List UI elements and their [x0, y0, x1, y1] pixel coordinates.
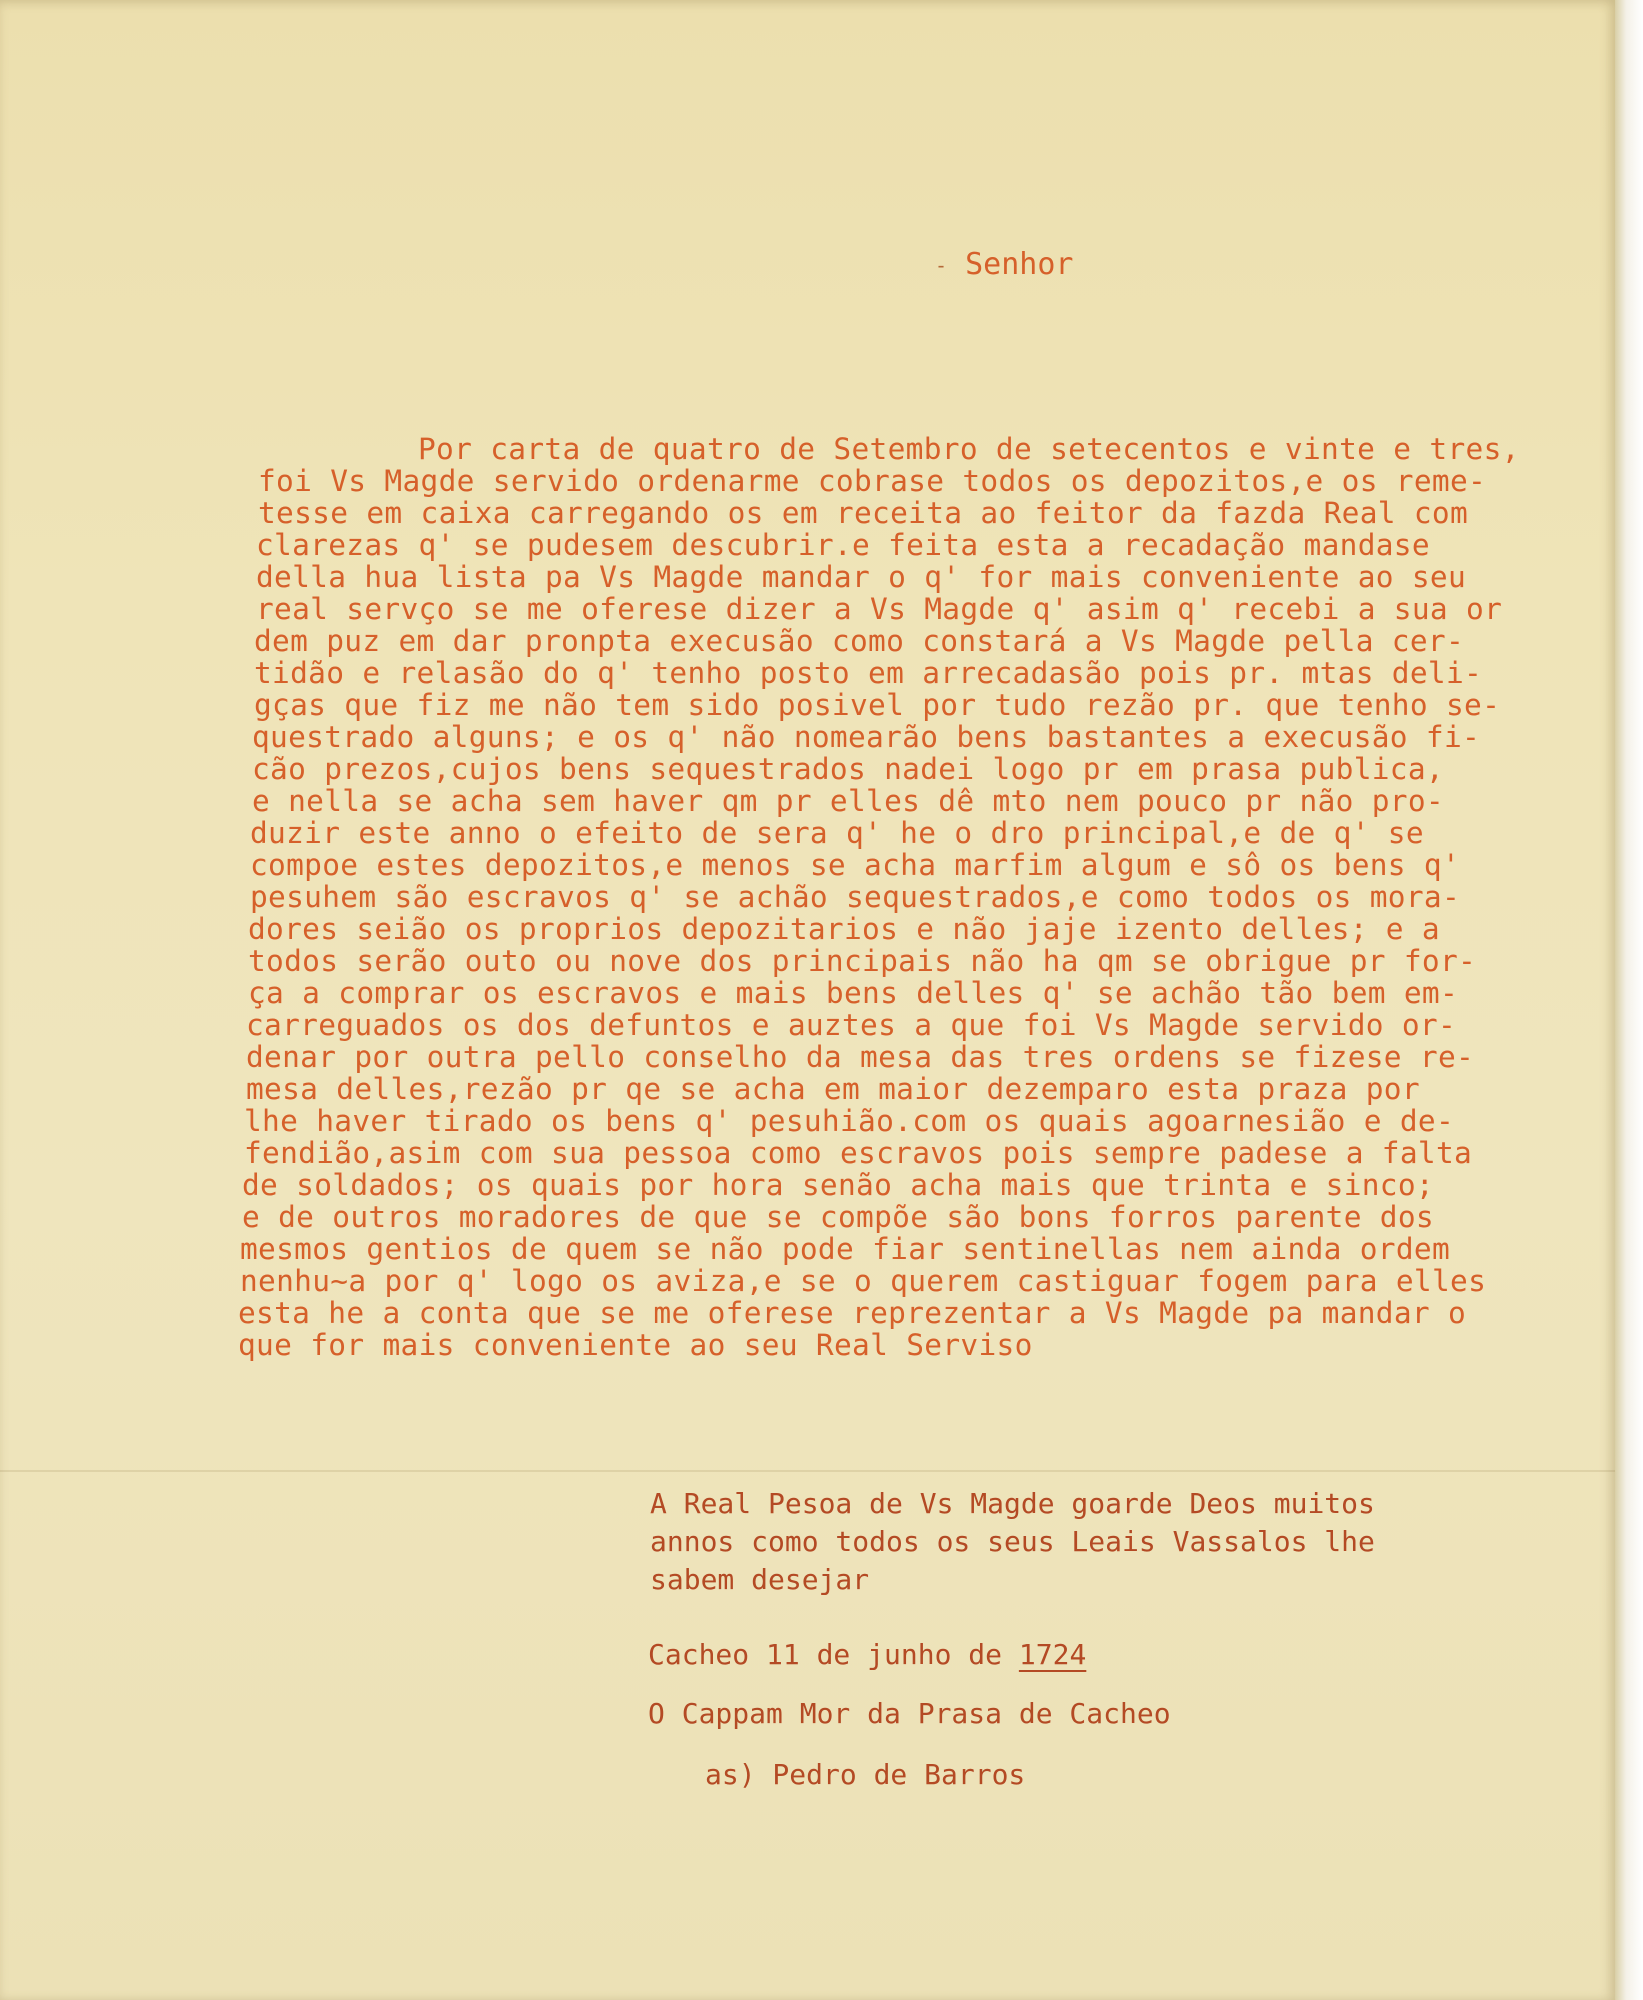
body-line: compoe estes depozitos,e menos se acha marfim algum e sô os bens q': [250, 848, 1461, 882]
body-line: ça a comprar os escravos e mais bens delles q' se achão tão bem em-: [248, 976, 1459, 1010]
closing-blessing-line: A Real Pesoa de Vs Magde goarde Deos muitos: [650, 1487, 1375, 1520]
signature: as) Pedro de Barros: [705, 1758, 1026, 1791]
body-line: mesa delles,rezão pr qe se acha em maior dezemparo esta praza por: [246, 1072, 1420, 1106]
body-line: fendião,asim com sua pessoa como escravos pois sempre padese a falta: [244, 1136, 1473, 1170]
body-line: gças que fiz me não tem sido posivel por tudo rezão pr. que tenho se-: [254, 688, 1501, 722]
body-line: que for mais conveniente ao seu Real Serviso: [238, 1328, 1033, 1362]
body-line: pesuhem são escravos q' se achão sequestrados,e como todos os mora-: [250, 880, 1461, 914]
body-line: real servço se me oferese dizer a Vs Magde q' asim q' recebi a sua or: [256, 592, 1503, 626]
closing-blessing-line: sabem desejar: [650, 1563, 870, 1596]
salutation-text: Senhor: [965, 247, 1074, 282]
body-line: carreguados os dos defuntos e auztes a que foi Vs Magde servido or-: [246, 1008, 1457, 1042]
scan-edge: [1615, 0, 1643, 2000]
body-line: denar por outra pello conselho da mesa das tres ordens se fizese re-: [246, 1040, 1475, 1074]
body-line: Por carta de quatro de Setembro de setecentos e vinte e tres,: [418, 432, 1520, 466]
place-date-text: Cacheo 11 de junho de: [648, 1638, 1019, 1671]
body-line: foi Vs Magde servido ordenarme cobrase todos os depozitos,e os reme-: [258, 464, 1487, 498]
body-line: duzir este anno o efeito de sera q' he o dro principal,e de q' se: [250, 816, 1424, 850]
body-line: lhe haver tirado os bens q' pesuhião.com os quais agoarnesião e de-: [244, 1104, 1455, 1138]
body-line: cão prezos,cujos bens sequestrados nadei logo pr em prasa publica,: [252, 752, 1444, 786]
paper-fold-line: [0, 1470, 1615, 1472]
body-line: e nella se acha sem haver qm pr elles dê mto nem pouco pr não pro-: [252, 784, 1444, 818]
salutation-mark: -: [935, 253, 948, 278]
place-and-date: [648, 1638, 1086, 1671]
salutation: [935, 247, 1073, 282]
body-line: e de outros moradores de que se compõe são bons forros parente dos: [242, 1200, 1434, 1234]
body-line: todos serão outo ou nove dos principais não ha qm se obrigue pr for-: [248, 944, 1477, 978]
letter-year: 1724: [1018, 1638, 1087, 1671]
body-line: esta he a conta que se me oferese reprezentar a Vs Magde pa mandar o: [238, 1296, 1467, 1330]
body-line: della hua lista pa Vs Magde mandar o q' for mais conveniente ao seu: [256, 560, 1467, 594]
body-line: de soldados; os quais por hora senão acha mais que trinta e sinco;: [242, 1168, 1434, 1202]
body-line: questrado alguns; e os q' não nomearão bens bastantes a execusão fi-: [252, 720, 1481, 754]
body-line: nenhu~a por q' logo os aviza,e se o querem castiguar fogem para elles: [240, 1264, 1487, 1298]
body-line: dem puz em dar pronpta execusão como constará a Vs Magde pella cer-: [254, 624, 1465, 658]
body-line: clarezas q' se pudesem descubrir.e feita esta a recadação mandase: [256, 528, 1430, 562]
body-line: tidão e relasão do q' tenho posto em arrecadasão pois pr. mtas deli-: [254, 656, 1483, 690]
body-line: mesmos gentios de quem se não pode fiar sentinellas nem ainda ordem: [240, 1232, 1451, 1266]
closing-blessing-line: annos como todos os seus Leais Vassalos lhe: [650, 1525, 1375, 1558]
signer-title: O Cappam Mor da Prasa de Cacheo: [648, 1697, 1171, 1730]
body-line: tesse em caixa carregando os em receita ao feitor da fazda Real com: [258, 496, 1469, 530]
body-line: dores seião os proprios depozitarios e não jaje izento delles; e a: [248, 912, 1440, 946]
